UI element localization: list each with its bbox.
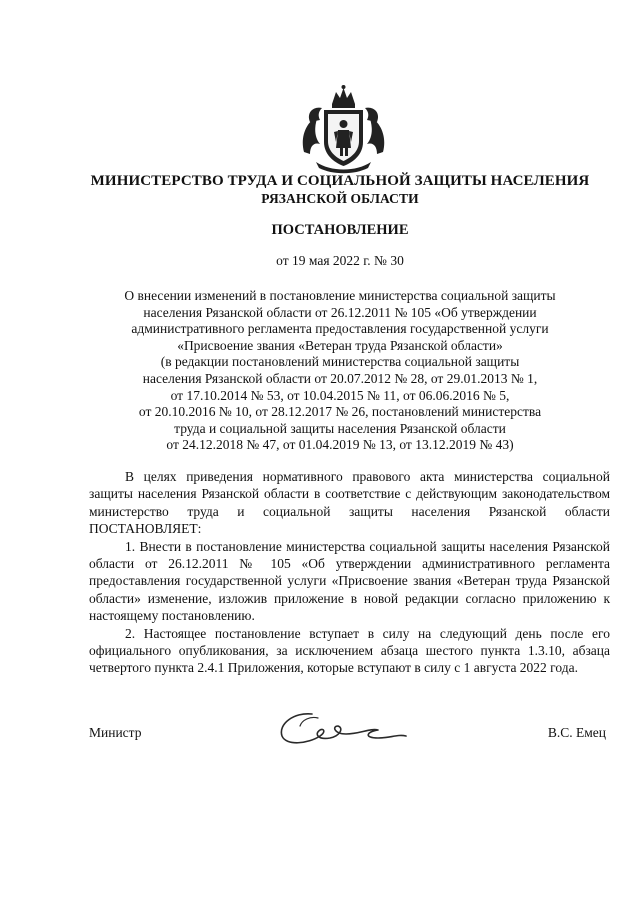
ministry-heading (90, 172, 590, 208)
preamble-paragraph: В целях приведения нормативного правового акта министерства социальной защиты населения Рязанской области в соответствие с действующим законодательством министерство труда и социальной защиты населения Рязанской области ПОСТАНОВЛЯЕТ: (89, 469, 610, 537)
subject-line: населения Рязанской области от 26.12.2011 № 105 «Об утверждении (143, 304, 537, 320)
document-date-number: от 19 мая 2022 г. № 30 (276, 253, 404, 268)
signatory-name: В.С. Емец (547, 725, 606, 740)
item-2-paragraph: 2. Настоящее постановление вступает в силу на следующий день после его официального опубликования, за исключением абзаца шестого пункта 1.3.10, абзаца четвертого пункта 2.4.1 Приложения, которые вступают в силу с 1 августа 2022 года. (89, 625, 610, 676)
document-body (89, 468, 610, 677)
document-subject (86, 288, 594, 454)
subject-line: от 20.10.2016 № 10, от 28.12.2017 № 26, постановлений министерства (138, 404, 542, 420)
subject-line: населения Рязанской области от 20.07.2012 № 28, от 29.01.2013 № 1, (142, 370, 538, 386)
subject-line: труда и социальной защиты населения Рязанской области (174, 420, 506, 436)
subject-line: О внесении изменений в постановление министерства социальной защиты (124, 288, 556, 303)
ministry-name-line1: МИНИСТЕРСТВО ТРУДА И СОЦИАЛЬНОЙ ЗАЩИТЫ НАСЕЛЕНИЯ (90, 173, 590, 189)
signature-block (89, 720, 606, 760)
subject-line: от 24.12.2018 № 47, от 01.04.2019 № 13, от 13.12.2019 № 43) (166, 437, 514, 453)
handwritten-signature (274, 706, 414, 756)
item-1-paragraph: 1. Внести в постановление министерства социальной защиты населения Рязанской области от 26.12.2011 № 105 «Об утверждении административного регламента предоставления государственной услуги «Присвоение звания «Ветеран труда Рязанской области» изменение, изложив приложение в новой редакции согласно приложению к настоящему постановлению. (89, 538, 610, 624)
subject-line: от 17.10.2014 № 53, от 10.04.2015 № 11, от 06.06.2016 № 5, (170, 387, 510, 403)
coat-of-arms-emblem (296, 82, 391, 177)
document-type-title: ПОСТАНОВЛЕНИЕ (271, 222, 409, 238)
ministry-name-line2: РЯЗАНСКОЙ ОБЛАСТИ (261, 191, 419, 206)
subject-line: «Присвоение звания «Ветеран труда Рязанской области» (177, 337, 503, 353)
subject-line: административного регламента предоставления государственной услуги (131, 321, 549, 337)
signatory-title: Министр (89, 725, 142, 740)
subject-line: (в редакции постановлений министерства социальной защиты (160, 354, 520, 370)
